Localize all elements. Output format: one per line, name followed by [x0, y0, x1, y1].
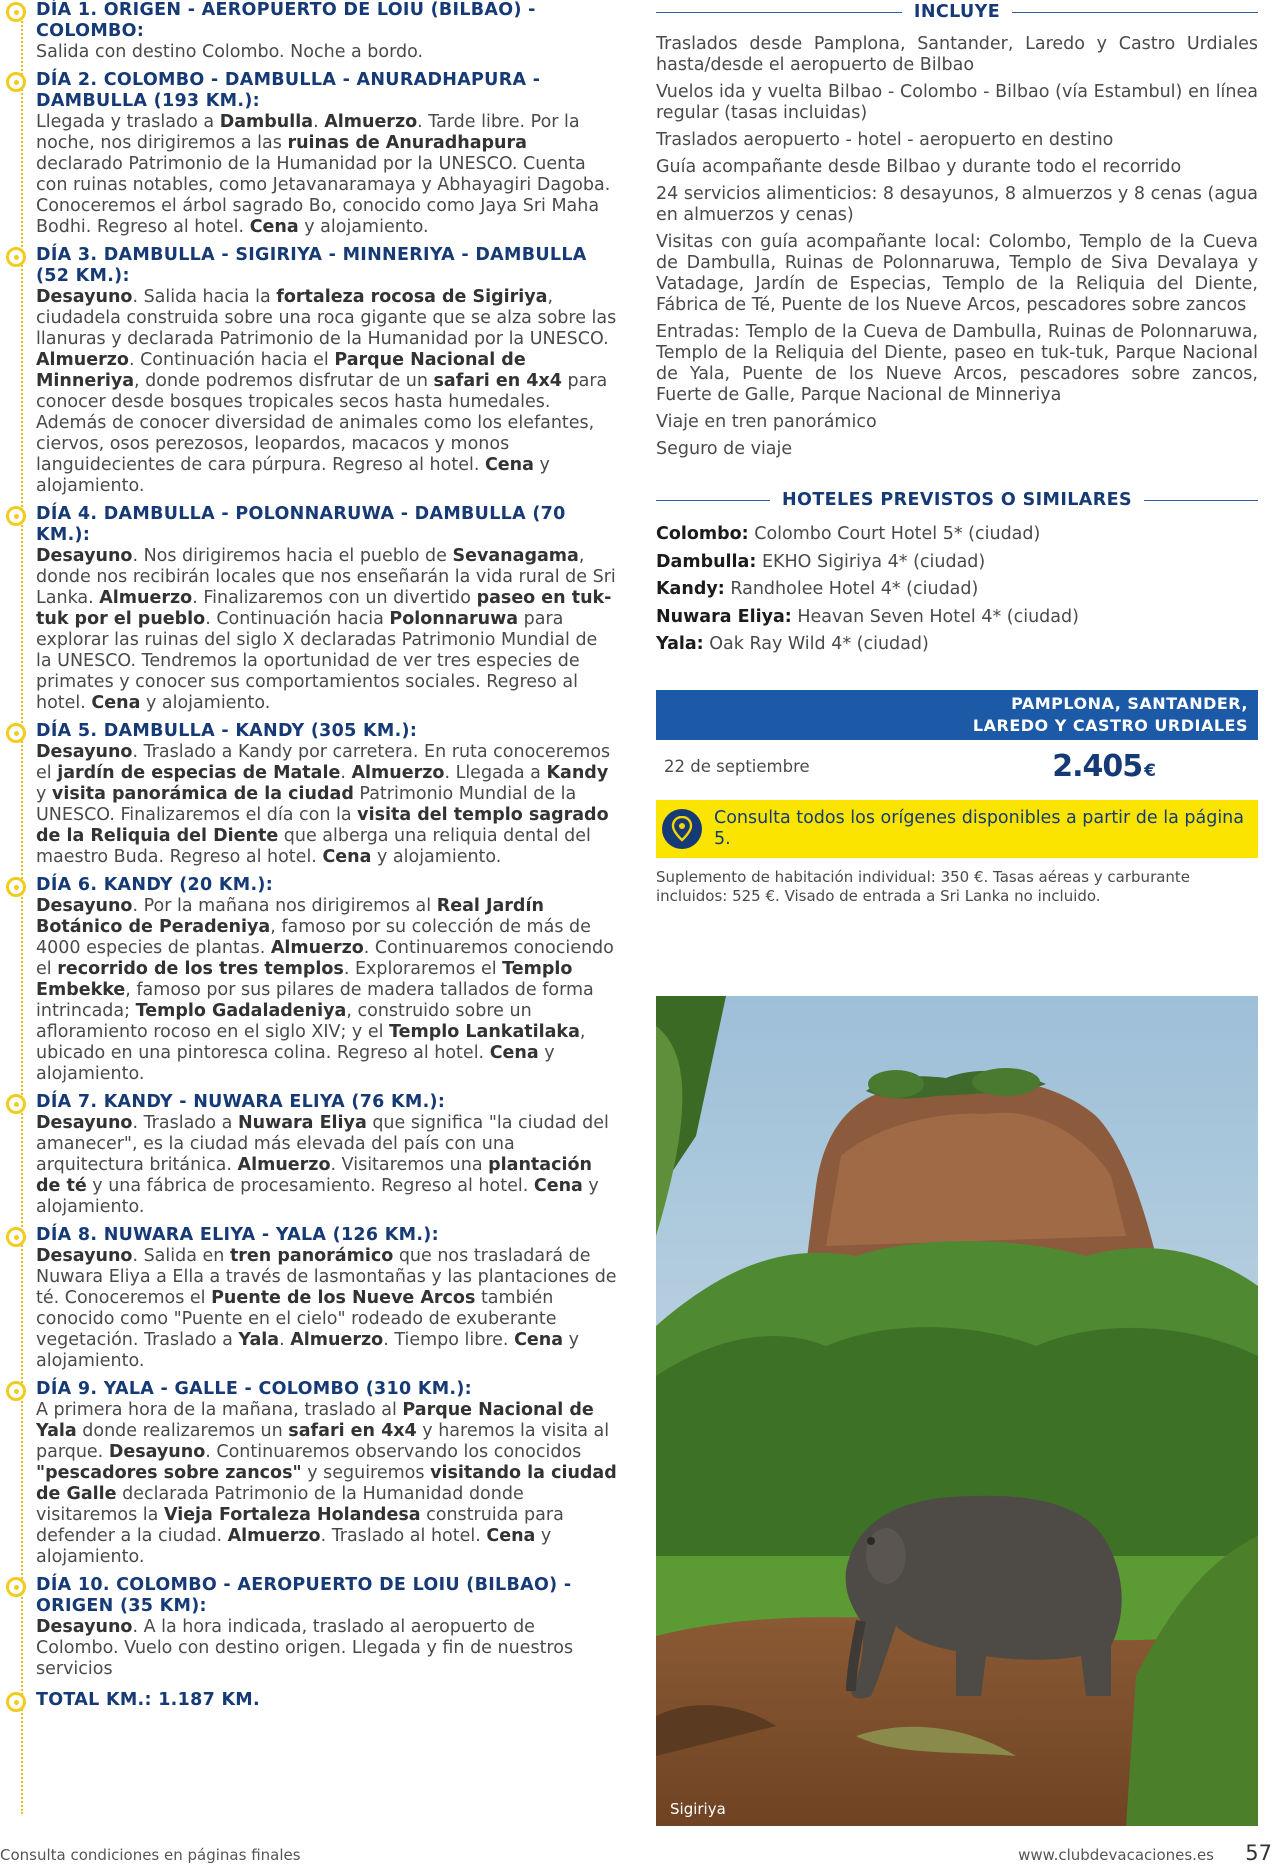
day-title: DÍA 4. DAMBULLA - POLONNARUWA - DAMBULLA (70 KM.): [36, 504, 566, 545]
hotel-name: EKHO Sigiriya 4* (ciudad) [761, 551, 986, 572]
timeline-dot-icon [6, 247, 26, 267]
timeline-dot-icon [6, 506, 26, 526]
incluye-item: Vuelos ida y vuelta Bilbao - Colombo - Bilbao (vía Estambul) en línea regular (tasas incluidas) [656, 82, 1258, 123]
body-text: y alojamiento. [36, 1330, 579, 1371]
highlight-text: safari en 4x4 [433, 371, 562, 391]
body-text: . [279, 1330, 291, 1350]
day-title: DÍA 3. DAMBULLA - SIGIRIYA - MINNERIYA - DAMBULLA (52 KM.): [36, 245, 587, 286]
body-text: . Exploraremos el [343, 959, 503, 979]
day-title: DÍA 7. KANDY - NUWARA ELIYA (76 KM.): [36, 1092, 446, 1112]
hotel-city: Nuwara Eliya: [656, 606, 792, 627]
itinerary-day [6, 1379, 618, 1568]
itinerary-column [6, 0, 618, 1711]
sigiriya-photo [656, 996, 1258, 1826]
incluye-item: 24 servicios alimenticios: 8 desayunos, 8 almuerzos y 8 cenas (agua en almuerzos y cenas) [656, 184, 1258, 225]
itinerary-day [6, 245, 618, 497]
day-title: DÍA 10. COLOMBO - AEROPUERTO DE LOIU (BILBAO) - ORIGEN (35 KM): [36, 1575, 572, 1616]
body-text: y una fábrica de procesamiento. Regreso al hotel. [86, 1176, 534, 1196]
hotel-item [656, 524, 1258, 546]
body-text: A primera hora de la mañana, traslado al [36, 1400, 403, 1420]
highlight-text: Almuerzo [324, 112, 418, 132]
day-description [36, 896, 618, 1085]
day-title: DÍA 5. DAMBULLA - KANDY (305 KM.): [36, 721, 418, 741]
total-km-row [6, 1690, 618, 1711]
day-title: DÍA 1. ORIGEN - AEROPUERTO DE LOIU (BILBAO) - COLOMBO: [36, 0, 536, 41]
highlight-text: Vieja Fortaleza Holandesa [163, 1505, 421, 1525]
highlight-text: Polonnaruwa [389, 609, 519, 629]
body-text: , ciudadela construida sobre una roca gigante que se alza sobre las llanuras y declarada Patrimonio de la Humanidad por la UNESCO. [36, 287, 617, 349]
body-text: . Continuaremos observando los conocidos [205, 1442, 582, 1462]
timeline-dot-icon [6, 1692, 26, 1712]
highlight-text: Desayuno [108, 1442, 206, 1462]
body-text: . Traslado a Kandy por carretera. En ruta conoceremos el [36, 742, 611, 783]
hotel-item [656, 634, 1258, 656]
timeline-dot-icon [6, 877, 26, 897]
highlight-text: "pescadores sobre zancos" [36, 1463, 302, 1483]
highlight-text: Cena [249, 217, 299, 237]
body-text: . Continuación hacia [205, 609, 390, 629]
itinerary-day [6, 1575, 618, 1680]
body-text: y alojamiento. [36, 455, 550, 496]
sigiriya-illustration [656, 996, 1258, 1826]
body-text: y seguiremos [301, 1463, 431, 1483]
itinerary-day [6, 504, 618, 714]
incluye-item: Visitas con guía acompañante local: Colombo, Templo de la Cueva de Dambulla, Ruinas de Polonnaruwa, Templo de Siva Devalaya y Vatadage, Jardín de Especias, Templo de la Reliquia del Diente, Fábrica de Té, Puente de los Nueve Arcos, pescadores sobre zancos [656, 232, 1258, 315]
body-text: . Salida hacia la [132, 287, 277, 307]
itinerary-day [6, 1225, 618, 1372]
hotel-name: Colombo Court Hotel 5* (ciudad) [754, 524, 1041, 544]
body-text: Patrimonio Mundial de la UNESCO. Finalizaremos el día con la [36, 784, 577, 825]
itinerary-day [6, 1092, 618, 1218]
day-description [36, 112, 618, 238]
day-description [36, 1400, 618, 1568]
hotel-city: Yala: [656, 634, 704, 654]
body-text: . Salida en [132, 1246, 230, 1266]
body-text: y [36, 784, 52, 804]
highlight-text: Cena [91, 693, 141, 713]
incluye-item: Viaje en tren panorámico [656, 412, 877, 432]
highlight-text: Almuerzo [227, 1526, 321, 1546]
highlight-text: Desayuno [36, 1617, 133, 1637]
price-amount: 2.405 € [1052, 749, 1156, 784]
highlight-text: Desayuno [36, 896, 133, 916]
departure-date: 22 de septiembre [664, 757, 810, 776]
body-text: Llegada y traslado a [36, 112, 220, 132]
body-text: y alojamiento. [36, 1176, 599, 1217]
day-title: DÍA 2. COLOMBO - DAMBULLA - ANURADHAPURA - DAMBULLA (193 KM.): [36, 70, 541, 111]
highlight-text: Real Jardín Botánico de Peradeniya [36, 896, 544, 937]
itinerary-day [6, 0, 618, 63]
highlight-text: fortaleza rocosa de Sigiriya [276, 287, 548, 307]
body-text: . Por la mañana nos dirigiremos al [132, 896, 437, 916]
hotel-name: Randholee Hotel 4* (ciudad) [730, 579, 979, 599]
body-text: y alojamiento. [371, 847, 502, 867]
body-text: . [313, 112, 325, 132]
day-description [36, 1113, 618, 1218]
body-text: . Traslado al hotel. [320, 1526, 487, 1546]
highlight-text: Desayuno [36, 546, 133, 566]
highlight-text: Cena [514, 1330, 564, 1350]
body-text: . [340, 763, 352, 783]
highlight-text: safari en 4x4 [288, 1421, 417, 1441]
day-description [36, 1246, 618, 1372]
body-text: y alojamiento. [140, 693, 271, 713]
highlight-text: visita panorámica de la ciudad [51, 784, 354, 804]
body-text: . Continuación hacia el [128, 350, 335, 370]
highlight-text: Desayuno [36, 742, 133, 762]
body-text: , ubicado en una pintoresca colina. Regreso al hotel. [36, 1022, 586, 1063]
itinerary-day [6, 875, 618, 1085]
day-description [36, 742, 618, 868]
body-text: . Tarde libre. Por la noche, nos dirigiremos a las [36, 112, 580, 153]
day-title: DÍA 6. KANDY (20 KM.): [36, 875, 274, 895]
origins-note [656, 800, 1258, 858]
body-text: que nos trasladará de Nuwara Eliya a Ella a través de lasmontañas y las plantaciones de té. Conoceremos el [36, 1246, 617, 1308]
highlight-text: Cena [484, 455, 534, 475]
highlight-text: Templo Lankatilaka [389, 1022, 580, 1042]
highlight-text: Parque Nacional de Yala [36, 1400, 594, 1441]
highlight-text: Yala [238, 1330, 280, 1350]
body-text: Salida con destino Colombo. Noche a bordo. [36, 42, 424, 62]
incluye-heading: INCLUYE [656, 2, 1258, 22]
highlight-text: visita del templo sagrado de la Reliquia del Diente [36, 805, 609, 846]
highlight-text: Templo Gadaladeniya [135, 1001, 347, 1021]
highlight-text: Templo Embekke [36, 959, 573, 1000]
highlight-text: Sevanagama [452, 546, 579, 566]
incluye-list [656, 34, 1258, 460]
body-text: y alojamiento. [298, 217, 429, 237]
highlight-text: Dambulla [219, 112, 314, 132]
highlight-text: paseo en tuk-tuk por el pueblo [36, 588, 612, 629]
highlight-text: Nuwara Eliya [237, 1113, 367, 1133]
body-text: declarada Patrimonio de la Humanidad donde visitaremos la [36, 1484, 524, 1525]
highlight-text: Almuerzo [351, 763, 445, 783]
hotels-heading: HOTELES PREVISTOS O SIMILARES [656, 490, 1258, 510]
body-text: . A la hora indicada, traslado al aeropuerto de Colombo. Vuelo con destino origen. Llegada y fin de nuestros servicios [36, 1617, 574, 1679]
body-text: , donde nos recibirán locales que nos enseñarán la vida rural de Sri Lanka. [36, 546, 616, 608]
body-text: . Continuaremos conociendo el [36, 938, 614, 979]
hotel-city: Dambulla: [656, 551, 757, 572]
itinerary-day [6, 721, 618, 868]
body-text: , famoso por sus pilares de madera tallados de forma intrincada; [36, 980, 594, 1021]
location-pin-icon [662, 809, 702, 849]
body-text: y haremos la visita al parque. [36, 1421, 610, 1462]
highlight-text: Parque Nacional de Minneriya [36, 350, 526, 391]
footer-conditions: Consulta condiciones en páginas finales [0, 1846, 301, 1864]
body-text: también conocido como "Puente en el cielo" rodeado de exuberante vegetación. Traslado a [36, 1288, 557, 1350]
day-title: DÍA 8. NUWARA ELIYA - YALA (126 KM.): [36, 1225, 439, 1245]
highlight-text: Desayuno [36, 1113, 133, 1133]
supplement-text: Suplemento de habitación individual: 350 €. Tasas aéreas y carburante incluidos: 525 €. Visado de entrada a Sri Lanka no incluido. [656, 867, 1191, 905]
body-text: , construido sobre un afloramiento rocoso en el siglo XIV; y el [36, 1001, 532, 1042]
hotel-city: Colombo: [656, 524, 749, 544]
incluye-item: Traslados desde Pamplona, Santander, Laredo y Castro Urdiales hasta/desde el aeropuerto de Bilbao [656, 34, 1258, 75]
body-text: declarado Patrimonio de la Humanidad por la UNESCO. Cuenta con ruinas notables, como Jetavanaramaya y Abhayagiri Dagoba. Conoceremos el árbol sagrado Bo, conocido como Jaya Sri Maha Bodhi. Regreso al hotel. [36, 154, 611, 237]
hotel-item [656, 607, 1258, 629]
highlight-text: Desayuno [36, 1246, 133, 1266]
highlight-text: Puente de los Nueve Arcos [211, 1288, 476, 1308]
body-text: , famoso por su colección de más de 4000 especies de plantas. [36, 917, 591, 958]
highlight-text: jardín de especias de Matale [57, 763, 341, 783]
body-text: , donde podremos disfrutar de un [134, 371, 434, 391]
day-description [36, 1617, 618, 1680]
body-text: . Traslado a [132, 1113, 238, 1133]
incluye-item: Guía acompañante desde Bilbao y durante todo el recorrido [656, 157, 1182, 177]
incluye-item: Traslados aeropuerto - hotel - aeropuerto en destino [656, 130, 1114, 150]
itinerary-day [6, 70, 618, 238]
incluye-item: Seguro de viaje [656, 439, 793, 459]
highlight-text: Desayuno [36, 287, 133, 307]
body-text: para conocer desde bosques tropicales secos hasta humedales. Además de conocer diversidad de animales como los elefantes, ciervos, osos perezosos, leopardos, macacos y monos languidecientes de cara púrpura. Regreso al hotel. [36, 371, 608, 475]
itinerary-list [6, 0, 618, 1680]
photo-caption: Sigiriya [670, 1800, 726, 1818]
highlight-text: Kandy [546, 763, 609, 783]
timeline-dot-icon [6, 72, 26, 92]
hotels-list [656, 524, 1258, 656]
hotel-item [656, 552, 1258, 574]
details-column [656, 0, 1258, 906]
highlight-text: recorrido de los tres templos [57, 959, 344, 979]
timeline-dot-icon [6, 723, 26, 743]
body-text: para explorar las ruinas del siglo X declaradas Patrimonio Mundial de la UNESCO. Tendremos la oportunidad de ver tres especies de primates y conocer sus comportamientos sociales. Regreso al hotel. [36, 609, 598, 713]
highlight-text: tren panorámico [229, 1246, 394, 1266]
body-text: . Tiempo libre. [383, 1330, 515, 1350]
body-text: . Llegada a [444, 763, 547, 783]
body-text: y alojamiento. [36, 1043, 555, 1084]
highlight-text: Cena [486, 1526, 536, 1546]
body-text: donde realizaremos un [76, 1421, 289, 1441]
body-text: y alojamiento. [36, 1526, 552, 1567]
day-description [36, 42, 618, 63]
highlight-text: Cena [489, 1043, 539, 1063]
timeline-dot-icon [6, 1094, 26, 1114]
body-text: . Finalizaremos con un divertido [192, 588, 477, 608]
highlight-text: Almuerzo [237, 1155, 331, 1175]
price-block [656, 690, 1258, 794]
highlight-text: plantación de té [36, 1155, 592, 1196]
body-text: construida para defender a la ciudad. [36, 1505, 564, 1546]
highlight-text: Cena [322, 847, 372, 867]
day-description [36, 287, 618, 497]
highlight-text: Almuerzo [36, 350, 129, 370]
hotel-name: Heavan Seven Hotel 4* (ciudad) [797, 606, 1079, 627]
price-banner: PAMPLONA, SANTANDER, LAREDO Y CASTRO URDIALES [656, 690, 1258, 740]
body-text: . Nos dirigiremos hacia el pueblo de [132, 546, 453, 566]
hotel-item [656, 579, 1258, 601]
body-text: que alberga una reliquia dental del maestro Buda. Regreso al hotel. [36, 826, 591, 867]
incluye-item: Entradas: Templo de la Cueva de Dambulla, Ruinas de Polonnaruwa, Templo de la Reliquia del Diente, paseo en tuk-tuk, Parque Nacional de Yala, Puente de los Nueve Arcos, pescadores sobre zancos, Fuerte de Galle, Parque Nacional de Minneriya [656, 322, 1258, 405]
highlight-text: Cena [533, 1176, 583, 1196]
page-number: 57 [1245, 1841, 1272, 1865]
day-description [36, 546, 618, 714]
body-text: . Visitaremos una [330, 1155, 489, 1175]
total-km: TOTAL KM.: 1.187 KM. [36, 1690, 260, 1710]
hotel-city: Kandy: [656, 579, 725, 599]
highlight-text: Almuerzo [270, 938, 364, 958]
footer-url[interactable]: www.clubdevacaciones.es [1018, 1846, 1214, 1864]
highlight-text: Almuerzo [290, 1330, 384, 1350]
highlight-text: ruinas de Anuradhapura [287, 133, 527, 153]
origins-note-text: Consulta todos los orígenes disponibles a partir de la página 5. [714, 807, 1244, 849]
timeline-dot-icon [6, 1227, 26, 1247]
day-title: DÍA 9. YALA - GALLE - COLOMBO (310 KM.): [36, 1379, 472, 1399]
highlight-text: visitando la ciudad de Galle [36, 1463, 617, 1504]
timeline-dot-icon [6, 1577, 26, 1597]
body-text: que significa "la ciudad del amanecer", es la ciudad más elevada del país con una arquitectura británica. [36, 1113, 609, 1175]
timeline-dot-icon [6, 2, 26, 22]
price-row [656, 740, 1258, 794]
hotel-name: Oak Ray Wild 4* (ciudad) [709, 634, 929, 654]
timeline-dot-icon [6, 1381, 26, 1401]
highlight-text: Almuerzo [99, 588, 193, 608]
